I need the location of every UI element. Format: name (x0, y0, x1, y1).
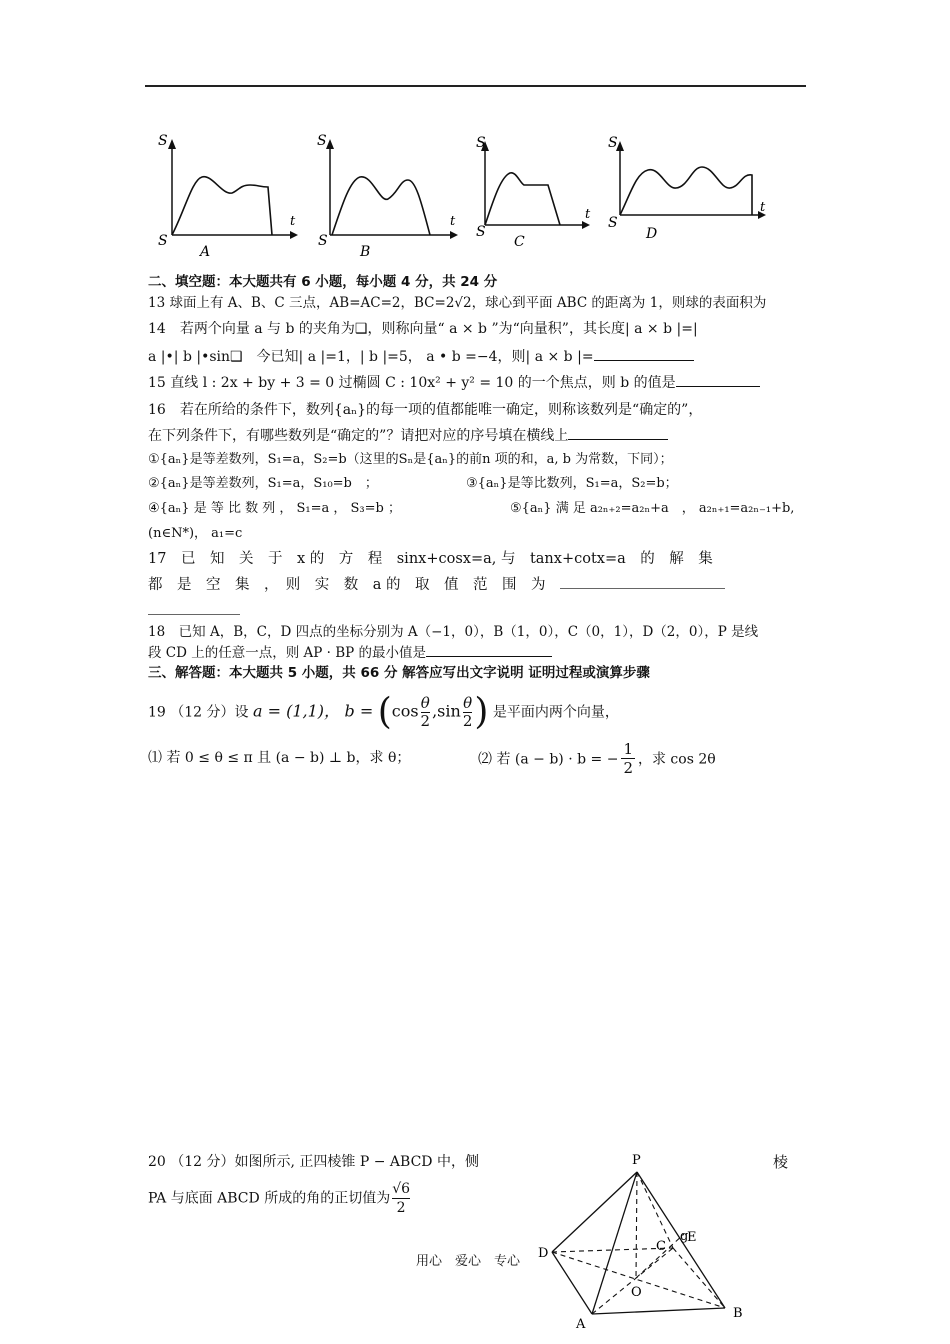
q19-part2-num: 1 (623, 740, 633, 758)
q15 (148, 372, 760, 393)
graph-c (476, 135, 591, 250)
graph-d-axis-x: t (760, 200, 766, 215)
q20-frac-den: 2 (396, 1200, 406, 1216)
graph-b-axis-x: t (450, 214, 456, 229)
q20-line2-text: PA 与底面 ABCD 所成的角的正切值为 (148, 1190, 391, 1207)
q20-line2 (148, 1180, 410, 1217)
pyramid-label-p: P (632, 1153, 641, 1168)
q18-line2-text: 段 CD 上的任意一点，则 AP · BP 的最小值是 (148, 645, 427, 661)
q13: 13 球面上有 A、B、C 三点，AB=AC=2，BC=2√2，球心到平面 ABC 的距离为 1，则球的表面积为 (148, 295, 767, 311)
page-footer: 用心 爱心 专心 (416, 1254, 521, 1269)
q14-line2 (148, 346, 694, 367)
graph-c-label: C (514, 234, 525, 250)
q17-answer-blank (560, 574, 725, 589)
graph-d-origin: S (608, 215, 618, 231)
top-rule (145, 85, 806, 87)
graph-a-axis-y: S (158, 133, 168, 149)
q17-line1: 17 已 知 关 于 x 的 方 程 sinx+cosx=a, 与 tanx+cotx=a 的 解 集 (148, 551, 713, 567)
section2-heading: 二、填空题：本大题共有 6 小题，每小题 4 分，共 24 分 (148, 274, 498, 290)
graph-b-origin: S (318, 233, 328, 249)
q17-line2 (148, 574, 725, 595)
q19-frac2 (463, 695, 473, 730)
q14-line1: 14 若两个向量 a 与 b 的夹角为❑，则称向量“ a × b ”为“向量积”，其长度| a × b |=| (148, 321, 698, 337)
q18-answer-blank (426, 642, 552, 657)
pyramid-label-d: D (538, 1246, 549, 1261)
q20-line1: 20 （12 分）如图所示, 正四棱锥 P − ABCD 中，侧 (148, 1154, 479, 1170)
q19-frac1-den: 2 (420, 712, 431, 730)
pyramid-label-a: A (576, 1317, 586, 1332)
q20-frac (392, 1180, 410, 1217)
graph-b (317, 133, 458, 260)
pyramid-figure (530, 1150, 750, 1344)
q19-frac1-num: θ (420, 694, 430, 712)
q14-line2-text: a |•| b |•sin❑ 今已知| a |=1，| b |=5， a • b =−4，则| a × b |= (148, 349, 594, 365)
q16-opt5: ⑤{aₙ} 满 足 a₂ₙ₊₂=a₂ₙ+a ， a₂ₙ₊₁=a₂ₙ₋₁+b, (510, 501, 795, 516)
q16-opt5b: (n∈N*)， a₁=c (148, 526, 243, 541)
graph-b-label: B (360, 244, 371, 260)
pyramid-label-b: B (733, 1306, 743, 1321)
q19-tail: 是平面内两个向量， (492, 704, 619, 721)
graph-d-axis-y: S (608, 135, 618, 151)
q17-line2-text: 都 是 空 集 ， 则 实 数 a 的 取 值 范 围 为 (148, 577, 546, 593)
q19-frac2-num: θ (463, 694, 473, 712)
graph-d (608, 135, 766, 242)
q16-opt3: ③{aₙ}是等比数列，S₁=a，S₂=b； (466, 476, 678, 491)
q19-part2-den: 2 (623, 759, 633, 777)
q20-frac-num: √6 (392, 1181, 411, 1197)
q19-paren-open: ( (377, 691, 392, 733)
q16-opt2: ②{aₙ}是等差数列，S₁=a，S₁₀=b ； (148, 476, 378, 491)
graph-c-origin: S (476, 224, 486, 240)
pyramid-label-o: O (631, 1285, 642, 1300)
graph-a (158, 133, 298, 260)
graph-a-label: A (200, 244, 211, 260)
q14-answer-blank (594, 346, 694, 361)
q16-opt4: ④{aₙ} 是 等 比 数 列 ， S₁=a ， S₃=b ； (148, 501, 401, 516)
q19-sin: ,sin (432, 701, 461, 721)
q19-part2-post: ，求 cos 2θ (637, 751, 716, 768)
q19-part2-frac (621, 740, 635, 777)
q16-answer-blank (568, 425, 668, 440)
pyramid-label-c: C (656, 1239, 666, 1254)
graph-a-axis-x: t (290, 214, 296, 229)
q19-line1 (148, 691, 619, 733)
q18-line1: 18 已知 A，B，C，D 四点的坐标分别为 A（−1，0），B（1，0），C（0，1），D（2，0），P 是线 (148, 624, 759, 640)
q19-vec-b-lhs: b = (344, 701, 374, 721)
graph-b-axis-y: S (317, 133, 327, 149)
q16-opt1: ①{aₙ}是等差数列，S₁=a，S₂=b（这里的Sₙ是{aₙ}的前n 项的和，a, b 为常数，下同）； (148, 452, 673, 467)
motion-graphs (140, 125, 800, 265)
q16-line2-text: 在下列条件下，有哪些数列是“确定的”？请把对应的序号填在横线上 (148, 428, 569, 444)
q16-line1: 16 若在所给的条件下，数列{aₙ}的每一项的值都能唯一确定，则称该数列是“确定的”， (148, 402, 703, 418)
q19-part2-pre: ⑵ 若 (a − b) · b = − (478, 751, 619, 768)
q19-vec-a: a = (1,1)， (252, 701, 341, 721)
q16-line2 (148, 425, 668, 446)
q19-paren-close: ) (474, 691, 489, 733)
q17-blank-tail (148, 614, 240, 615)
q19-frac2-den: 2 (462, 712, 473, 730)
q19-part2 (478, 740, 716, 777)
pyramid-label-g: g (680, 1229, 689, 1244)
q19-cos: cos (391, 701, 419, 721)
q18-line2 (148, 642, 552, 663)
q20-line1-end: 棱 (773, 1153, 789, 1171)
q15-answer-blank (676, 372, 760, 387)
q19-part1: ⑴ 若 0 ≤ θ ≤ π 且 (a − b) ⊥ b，求 θ； (148, 750, 411, 766)
graph-c-axis-y: S (476, 135, 486, 151)
q15-text: 15 直线 l : 2x + by + 3 = 0 过椭圆 C : 10x² + y² = 10 的一个焦点，则 b 的值是 (148, 375, 676, 391)
graph-d-label: D (646, 226, 658, 242)
graph-c-axis-x: t (585, 207, 591, 222)
graph-a-origin: S (158, 233, 168, 249)
pyramid-label-e: E (687, 1230, 697, 1245)
section3-heading: 三、解答题：本大题共 5 小题，共 66 分 解答应写出文字说明 证明过程或演算步骤 (148, 665, 650, 681)
q19-intro: 19 （12 分）设 (148, 704, 249, 721)
q19-frac1 (421, 695, 431, 730)
